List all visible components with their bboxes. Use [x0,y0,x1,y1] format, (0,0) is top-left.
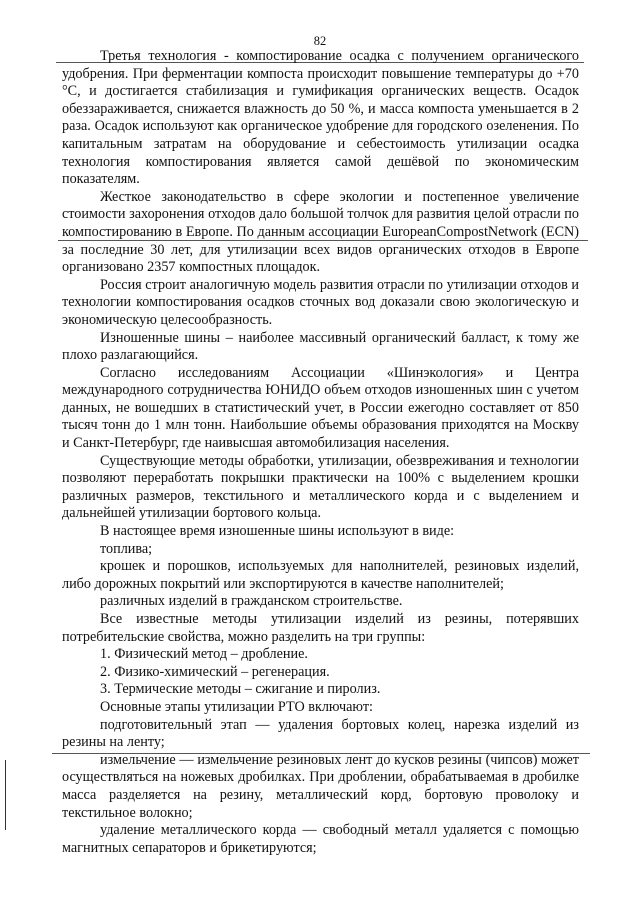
list-item: удаление металлического корда — свободный металл удаляется с помощью магнитных сепараторов и брикетируются; [62,822,579,856]
list-item: топлива; [100,540,153,557]
list-item: различных изделий в гражданском строительстве. [100,593,403,610]
paragraph: Все известные методы утилизации изделий из резины, потерявших потребительские свойства, можно разделить на три группы: [62,611,579,645]
paragraph: Россия строит аналогичную модель развития отрасли по утилизации отходов и технологии компостирования осадков сточных вод доказали свою экологическую и экономическую целесообразность. [62,276,579,328]
paragraph: Изношенные шины – наиболее массивный органический балласт, к тому же плохо разлагающийся. [62,329,579,364]
list-item: 2. Физико-химический – регенерация. [100,663,330,680]
scan-mark-left [5,760,6,830]
list-item: измельчение — измельчение резиновых лент до кусков резины (чипсов) может осуществляться на ножевых дробилках. При дроблении, обрабатываемая в дробилке масса разделяется на резину, металлический корд, бортовую проволоку и текстильное волокно; [62,751,579,821]
list-item: крошек и порошков, используемых для наполнителей, резиновых изделий, либо дорожных покрытий или экспортируются в качестве наполнителей; [62,558,579,592]
paragraph: Жесткое законодательство в сфере экологии и постепенное увеличение стоимости захоронения отходов дало большой толчок для развития целой отрасли по компостированию в Европе. По данным ассоциации EuropeanCompostNetwork (ECN) за последние 30 лет, для утилизации всех видов органических отходов в Европе организовано 2357 компостных площадок. [62,188,579,276]
list-item: подготовительный этап — удаления бортовых колец, нарезка изделий из резины на ленту; [62,716,579,751]
paragraph: Существующие методы обработки, утилизации, обезвреживания и технологии позволяют переработать покрышки практически на 100% с выделением крошки различных размеров, текстильного и металлического корда и с выделением и дальнейшей утилизации бортового кольца. [62,452,579,522]
page-number: 82 [313,34,327,48]
list-item: 1. Физический метод – дробление. [100,646,308,663]
document-body [62,48,579,857]
paragraph: В настоящее время изношенные шины используют в виде: [100,523,455,540]
paragraph: Третья технология - компостирование осадка с получением органического удобрения. При ферментации компоста происходит повышение температуры до +70 °С, и достигается стабилизация и гумификация органических веществ. Осадок обеззараживается, снижается влажность до 50 %, и масса компоста уменьшается в 2 раза. Осадок используют как органическое удобрение для городского озеленения. По капитальным затратам на оборудование и себестоимость утилизации осадка технология компостирования является самой дешёвой по экономическим показателям. [62,48,579,188]
paragraph: Согласно исследованиям Ассоциации «Шинэкология» и Центра международного сотрудничества ЮНИДО объем отходов изношенных шин с учетом данных, не вошедших в статистический учет, в России ежегодно составляет от 850 тысяч тонн до 1 млн тонн. Наибольшие объемы образования приходятся на Москву и Санкт-Петербург, где наивысшая автомобилизация населения. [62,364,579,452]
paragraph: Основные этапы утилизации РТО включают: [100,698,373,715]
list-item: 3. Термические методы – сжигание и пиролиз. [100,681,381,698]
